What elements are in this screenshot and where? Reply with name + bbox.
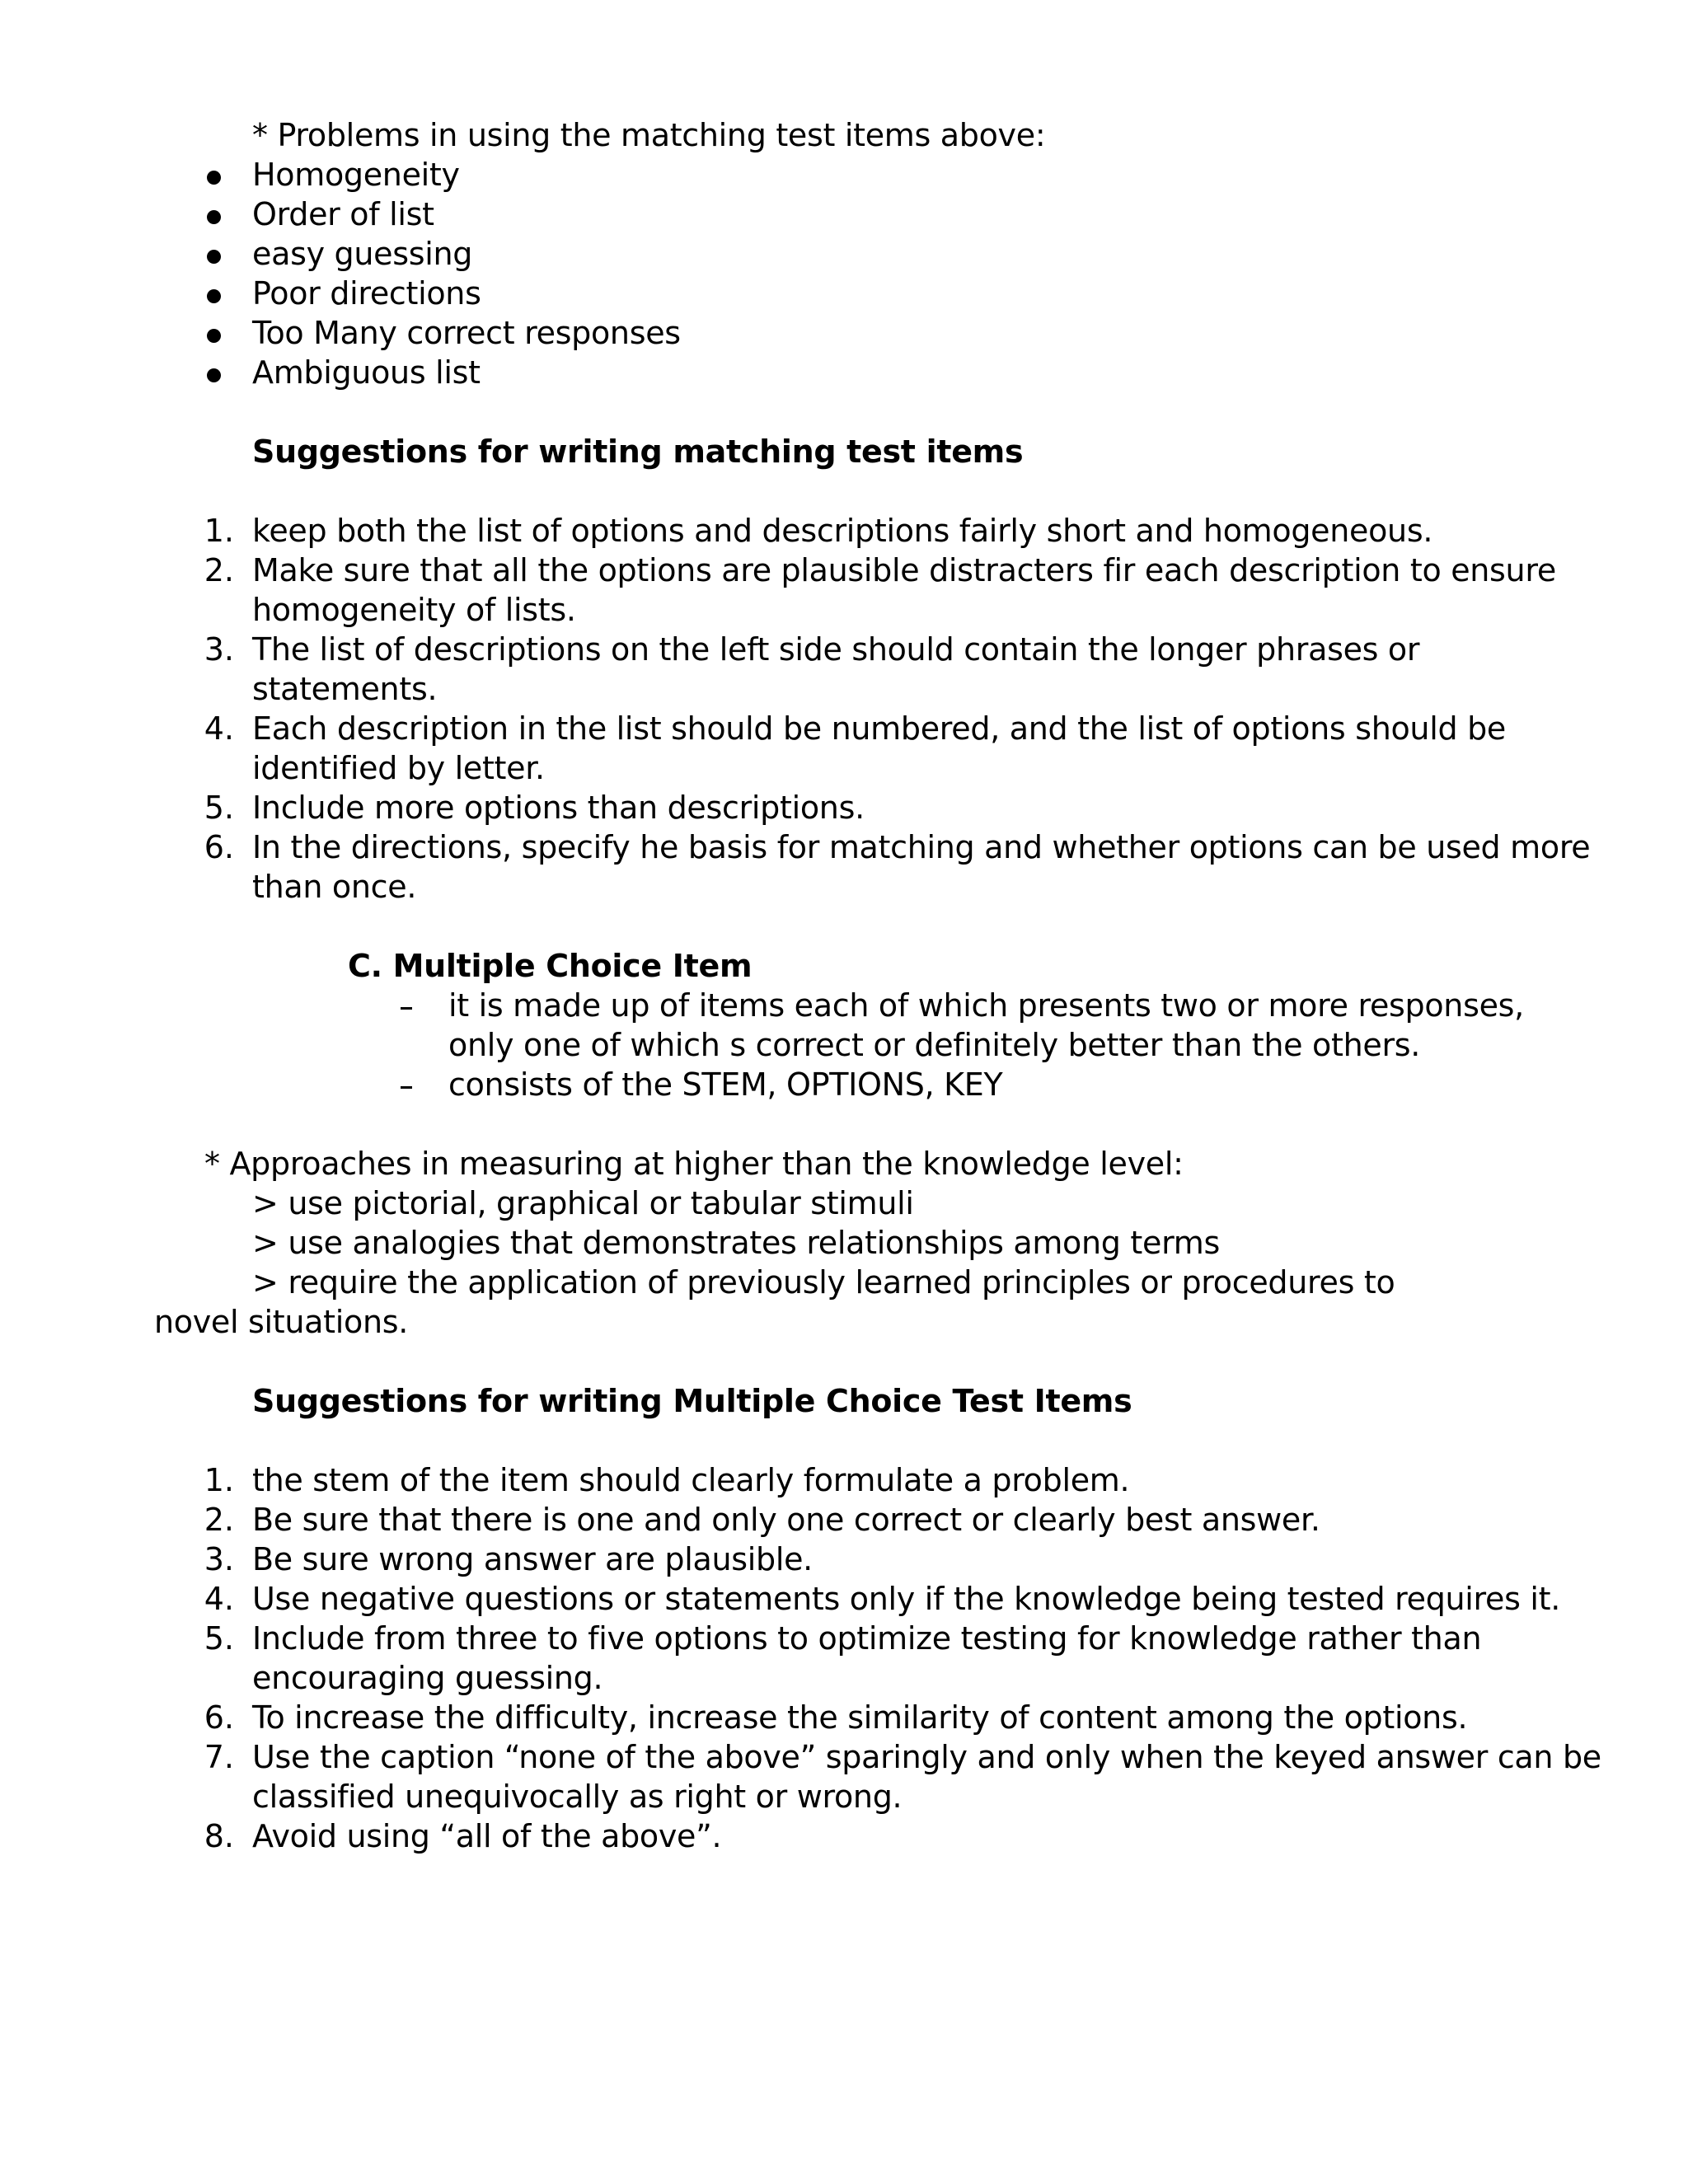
bullet-item: Order of list [252, 196, 434, 232]
list-number: 3. [204, 631, 234, 668]
list-number: 2. [204, 552, 234, 588]
list-number: 6. [204, 829, 234, 865]
list-number: 1. [204, 1462, 234, 1498]
list-item-line: Use negative questions or statements only if the knowledge being tested requires it. [252, 1581, 1561, 1617]
list-item-line: the stem of the item should clearly formulate a problem. [252, 1462, 1130, 1498]
bullet-item: Too Many correct responses [252, 315, 681, 351]
bullet-icon [207, 289, 221, 303]
list-item-line: Include more options than descriptions. [252, 790, 865, 826]
list-item-line: Be sure that there is one and only one correct or clearly best answer. [252, 1502, 1320, 1538]
multiple-choice-heading: C. Multiple Choice Item [348, 948, 753, 984]
approaches-heading: * Approaches in measuring at higher than the knowledge level: [204, 1146, 1184, 1182]
list-item-line: Make sure that all the options are plausible distracters fir each description to ensure [252, 552, 1556, 588]
bullet-icon [207, 250, 221, 264]
approach-item: > use pictorial, graphical or tabular stimuli [252, 1185, 914, 1221]
matching-suggestions-heading: Suggestions for writing matching test items [252, 434, 1024, 470]
list-item-line: The list of descriptions on the left side should contain the longer phrases or [252, 631, 1420, 668]
list-item-line: To increase the difficulty, increase the similarity of content among the options. [252, 1699, 1468, 1736]
bullet-icon [207, 171, 221, 185]
list-item-line: Use the caption “none of the above” sparingly and only when the keyed answer can be [252, 1739, 1601, 1775]
bullet-item: Ambiguous list [252, 354, 481, 391]
point-line: consists of the STEM, OPTIONS, KEY [448, 1066, 1003, 1103]
bullet-icon [207, 368, 221, 382]
list-item-line: Avoid using “all of the above”. [252, 1818, 722, 1854]
list-item-line: In the directions, specify he basis for matching and whether options can be used more [252, 829, 1591, 865]
list-item-line: encouraging guessing. [252, 1660, 603, 1696]
list-item-line: homogeneity of lists. [252, 592, 576, 628]
approach-item-continuation: novel situations. [154, 1304, 409, 1340]
list-item-line: Be sure wrong answer are plausible. [252, 1541, 813, 1577]
list-item-line: classified unequivocally as right or wrong. [252, 1779, 903, 1815]
list-number: 6. [204, 1699, 234, 1736]
bullet-item: Homogeneity [252, 157, 460, 193]
list-item-line: Include from three to five options to optimize testing for knowledge rather than [252, 1620, 1482, 1657]
bullet-item: easy guessing [252, 236, 473, 272]
mc-suggestions-heading: Suggestions for writing Multiple Choice Test Items [252, 1383, 1132, 1419]
problems-heading: * Problems in using the matching test items above: [252, 117, 1046, 153]
bullet-item: Poor directions [252, 275, 481, 312]
dash-icon [401, 1086, 412, 1089]
bullet-icon [207, 210, 221, 224]
point-line: only one of which s correct or definitely better than the others. [448, 1027, 1421, 1063]
list-number: 3. [204, 1541, 234, 1577]
list-item-line: identified by letter. [252, 750, 545, 786]
approach-item: > use analogies that demonstrates relationships among terms [252, 1225, 1220, 1261]
list-number: 5. [204, 790, 234, 826]
approach-item: > require the application of previously learned principles or procedures to [252, 1264, 1395, 1301]
point-line: it is made up of items each of which presents two or more responses, [448, 987, 1524, 1024]
list-number: 7. [204, 1739, 234, 1775]
list-number: 4. [204, 710, 234, 747]
list-number: 5. [204, 1620, 234, 1657]
list-number: 2. [204, 1502, 234, 1538]
dash-icon [401, 1007, 412, 1010]
list-item-line: Each description in the list should be numbered, and the list of options should be [252, 710, 1506, 747]
bullet-icon [207, 329, 221, 343]
list-item-line: keep both the list of options and descriptions fairly short and homogeneous. [252, 513, 1433, 549]
list-number: 1. [204, 513, 234, 549]
list-item-line: than once. [252, 869, 417, 905]
list-item-line: statements. [252, 671, 438, 707]
list-number: 8. [204, 1818, 234, 1854]
list-number: 4. [204, 1581, 234, 1617]
